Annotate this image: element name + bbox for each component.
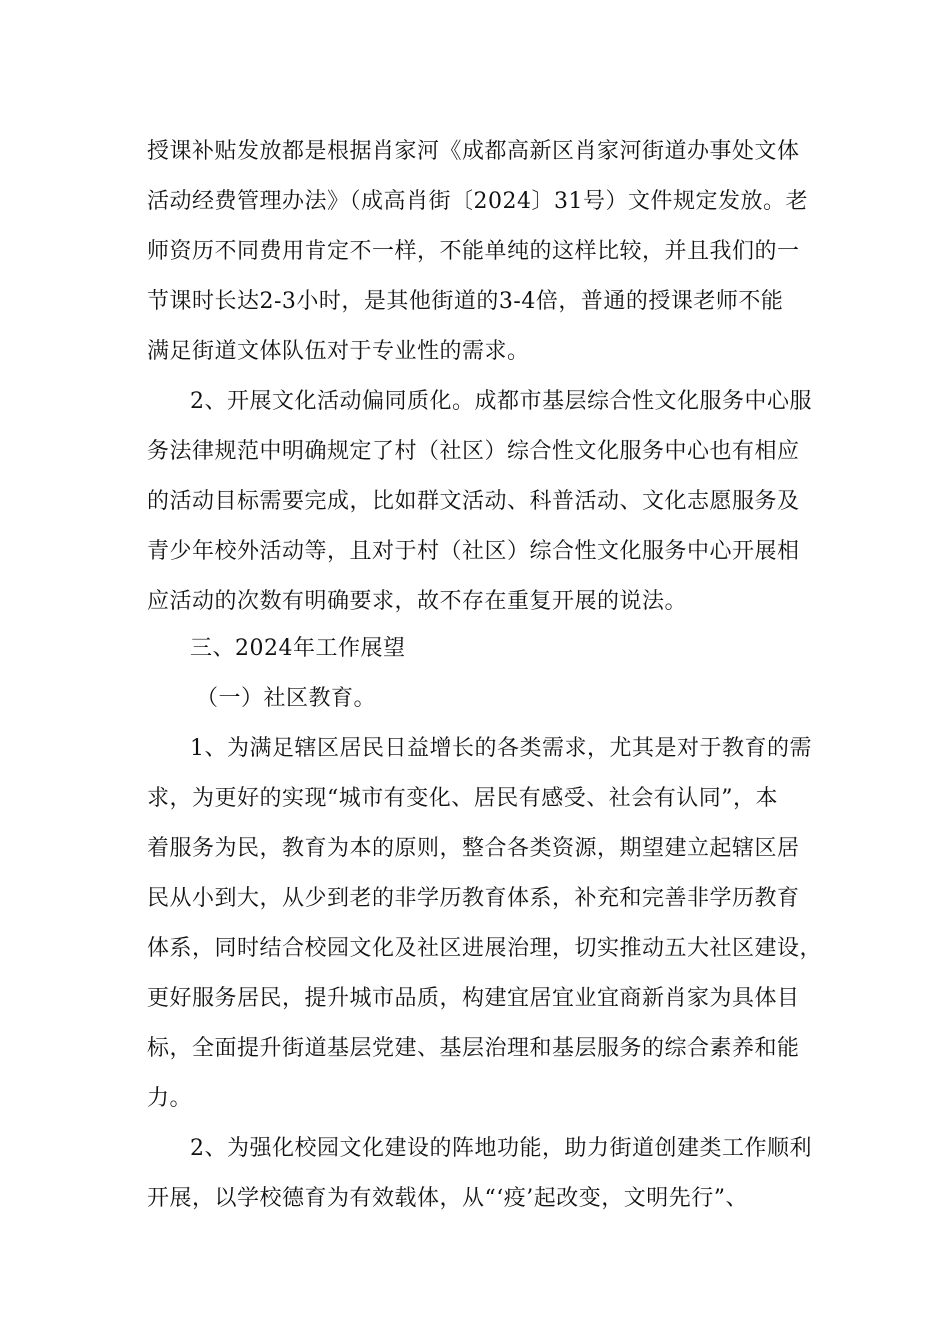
paragraph-line: 满足街道文体队伍对于专业性的需求。	[147, 339, 530, 364]
subsection-heading: （一）社区教育。	[196, 686, 377, 711]
paragraph-line: 师资历不同费用肯定不一样，不能单纯的这样比较，并且我们的一	[147, 239, 800, 264]
paragraph-line: 求，为更好的实现“城市有变化、居民有感受、社会有认同”，本	[147, 786, 778, 811]
paragraph-line: 标，全面提升街道基层党建、基层治理和基层服务的综合素养和能	[147, 1036, 800, 1061]
section-heading: 三、2024年工作展望	[190, 636, 406, 661]
paragraph-line: 授课补贴发放都是根据肖家河《成都高新区肖家河街道办事处文体	[147, 139, 800, 164]
paragraph-line: 民从小到大，从少到老的非学历教育体系，补充和完善非学历教育	[147, 886, 800, 911]
paragraph-line: 更好服务居民，提升城市品质，构建宜居宜业宜商新肖家为具体目	[147, 986, 800, 1011]
paragraph-line: 的活动目标需要完成，比如群文活动、科普活动、文化志愿服务及	[147, 489, 800, 514]
paragraph-line: 应活动的次数有明确要求，故不存在重复开展的说法。	[147, 589, 688, 614]
paragraph-line: 着服务为民，教育为本的原则，整合各类资源，期望建立起辖区居	[147, 836, 800, 861]
paragraph-line: 力。	[147, 1086, 193, 1111]
paragraph-line: 体系，同时结合校园文化及社区进展治理，切实推动五大社区建设，	[147, 936, 823, 961]
paragraph-line: 节课时长达2-3小时，是其他街道的3-4倍，普通的授课老师不能	[147, 289, 784, 314]
paragraph-line: 青少年校外活动等，且对于村（社区）综合性文化服务中心开展相	[147, 539, 800, 564]
paragraph-line: 2、为强化校园文化建设的阵地功能，助力街道创建类工作顺利	[190, 1136, 812, 1161]
paragraph-line: 开展，以学校德育为有效载体，从“‘疫’起改变，文明先行”、	[147, 1186, 748, 1211]
paragraph-line: 1、为满足辖区居民日益增长的各类需求，尤其是对于教育的需	[190, 736, 812, 761]
paragraph-line: 务法律规范中明确规定了村（社区）综合性文化服务中心也有相应	[147, 439, 800, 464]
paragraph-line: 2、开展文化活动偏同质化。成都市基层综合性文化服务中心服	[190, 389, 812, 414]
paragraph-line: 活动经费管理办法》（成高肖街〔2024〕31号）文件规定发放。老	[147, 189, 808, 214]
